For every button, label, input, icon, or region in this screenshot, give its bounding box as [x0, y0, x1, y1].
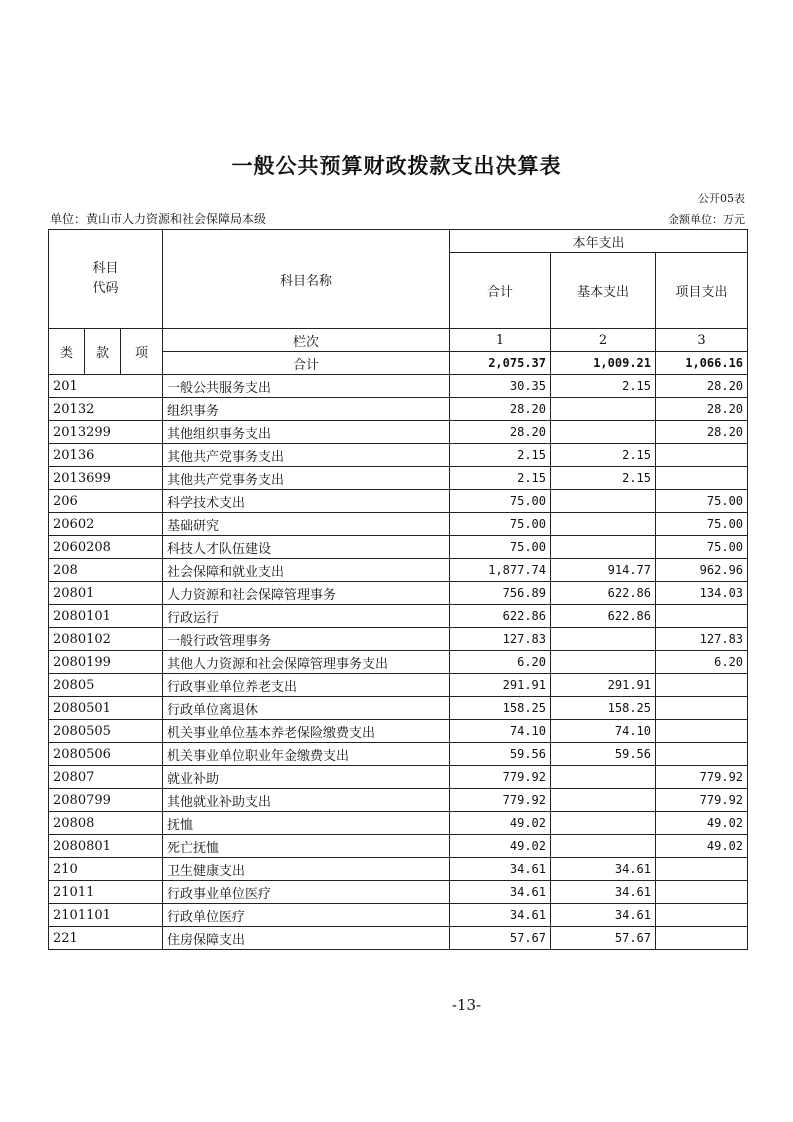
table-row — [49, 513, 748, 536]
table-row — [49, 766, 748, 789]
row-total: 75.00 — [450, 536, 551, 559]
row-total: 779.92 — [450, 789, 551, 812]
row-project — [656, 444, 748, 467]
row-project — [656, 858, 748, 881]
row-project: 134.03 — [656, 582, 748, 605]
row-name: 组织事务 — [163, 398, 450, 421]
total-basic: 1,009.21 — [551, 352, 656, 375]
row-basic: 291.91 — [551, 674, 656, 697]
row-basic: 59.56 — [551, 743, 656, 766]
row-basic — [551, 421, 656, 444]
row-code: 2080101 — [49, 605, 163, 628]
header-total: 合计 — [450, 253, 551, 329]
row-basic — [551, 789, 656, 812]
header-row-1 — [49, 230, 748, 253]
header-basic: 基本支出 — [551, 253, 656, 329]
row-basic: 622.86 — [551, 582, 656, 605]
row-total: 75.00 — [450, 513, 551, 536]
form-number: 公开05表 — [698, 192, 745, 205]
row-total: 75.00 — [450, 490, 551, 513]
row-name: 行政单位离退休 — [163, 697, 450, 720]
row-basic: 2.15 — [551, 444, 656, 467]
total-label: 合计 — [163, 352, 450, 375]
row-basic — [551, 766, 656, 789]
reporting-unit: 单位：黄山市人力资源和社会保障局本级 — [50, 212, 267, 226]
header-xiang: 项 — [121, 329, 163, 375]
row-name: 一般行政管理事务 — [163, 628, 450, 651]
row-code: 2080505 — [49, 720, 163, 743]
header-col1: 1 — [450, 329, 551, 352]
row-basic — [551, 490, 656, 513]
header-code-line1: 科目 — [92, 261, 119, 276]
row-project: 779.92 — [656, 766, 748, 789]
row-code: 2101101 — [49, 904, 163, 927]
table-row — [49, 858, 748, 881]
header-col3: 3 — [656, 329, 748, 352]
row-name: 其他就业补助支出 — [163, 789, 450, 812]
row-code: 20132 — [49, 398, 163, 421]
row-project: 49.02 — [656, 812, 748, 835]
row-name: 科学技术支出 — [163, 490, 450, 513]
row-code: 2013299 — [49, 421, 163, 444]
row-code: 221 — [49, 927, 163, 950]
row-code: 20801 — [49, 582, 163, 605]
row-basic: 34.61 — [551, 881, 656, 904]
header-code-line2: 代码 — [92, 281, 119, 296]
row-basic: 57.67 — [551, 927, 656, 950]
table-row — [49, 605, 748, 628]
row-total: 6.20 — [450, 651, 551, 674]
row-total: 2.15 — [450, 444, 551, 467]
row-name: 机关事业单位职业年金缴费支出 — [163, 743, 450, 766]
row-basic — [551, 835, 656, 858]
row-total: 756.89 — [450, 582, 551, 605]
table-row — [49, 536, 748, 559]
row-basic: 622.86 — [551, 605, 656, 628]
row-total: 30.35 — [450, 375, 551, 398]
header-col2: 2 — [551, 329, 656, 352]
row-total: 158.25 — [450, 697, 551, 720]
header-year-expense: 本年支出 — [450, 230, 748, 253]
row-code: 210 — [49, 858, 163, 881]
page-title: 一般公共预算财政拨款支出决算表 — [231, 153, 562, 178]
row-total: 34.61 — [450, 858, 551, 881]
row-code: 2080501 — [49, 697, 163, 720]
header-code-cell — [49, 230, 163, 329]
row-basic: 914.77 — [551, 559, 656, 582]
table-row — [49, 904, 748, 927]
row-name: 住房保障支出 — [163, 927, 450, 950]
row-basic: 2.15 — [551, 375, 656, 398]
row-code: 2013699 — [49, 467, 163, 490]
row-code: 206 — [49, 490, 163, 513]
table-row — [49, 651, 748, 674]
amount-unit: 金额单位：万元 — [668, 213, 745, 226]
row-basic — [551, 812, 656, 835]
row-basic: 158.25 — [551, 697, 656, 720]
row-basic — [551, 513, 656, 536]
row-project — [656, 605, 748, 628]
expense-table — [48, 229, 748, 950]
table-row — [49, 697, 748, 720]
row-total: 34.61 — [450, 904, 551, 927]
row-name: 基础研究 — [163, 513, 450, 536]
row-project: 28.20 — [656, 398, 748, 421]
row-project: 6.20 — [656, 651, 748, 674]
header-column-label: 栏次 — [163, 329, 450, 352]
row-project: 75.00 — [656, 536, 748, 559]
row-total: 1,877.74 — [450, 559, 551, 582]
row-total: 74.10 — [450, 720, 551, 743]
header-row-3 — [49, 329, 748, 352]
row-code: 2080102 — [49, 628, 163, 651]
row-name: 就业补助 — [163, 766, 450, 789]
row-project — [656, 927, 748, 950]
row-code: 20807 — [49, 766, 163, 789]
row-name: 机关事业单位基本养老保险缴费支出 — [163, 720, 450, 743]
row-name: 死亡抚恤 — [163, 835, 450, 858]
row-basic — [551, 536, 656, 559]
row-name: 行政事业单位养老支出 — [163, 674, 450, 697]
header-lei: 类 — [49, 329, 85, 375]
row-basic — [551, 651, 656, 674]
header-kuan: 款 — [85, 329, 121, 375]
row-project: 75.00 — [656, 490, 748, 513]
table-row — [49, 881, 748, 904]
row-name: 一般公共服务支出 — [163, 375, 450, 398]
row-project: 962.96 — [656, 559, 748, 582]
row-name: 其他共产党事务支出 — [163, 444, 450, 467]
row-code: 2060208 — [49, 536, 163, 559]
row-code: 21011 — [49, 881, 163, 904]
table-row — [49, 582, 748, 605]
total-project: 1,066.16 — [656, 352, 748, 375]
row-project — [656, 743, 748, 766]
table-row — [49, 467, 748, 490]
row-code: 20808 — [49, 812, 163, 835]
row-name: 其他共产党事务支出 — [163, 467, 450, 490]
row-total: 779.92 — [450, 766, 551, 789]
row-project — [656, 904, 748, 927]
row-code: 20136 — [49, 444, 163, 467]
row-project: 75.00 — [656, 513, 748, 536]
row-name: 行政事业单位医疗 — [163, 881, 450, 904]
row-basic — [551, 398, 656, 421]
row-project: 779.92 — [656, 789, 748, 812]
row-code: 2080801 — [49, 835, 163, 858]
row-project — [656, 674, 748, 697]
table-row — [49, 559, 748, 582]
row-name: 其他组织事务支出 — [163, 421, 450, 444]
row-total: 28.20 — [450, 398, 551, 421]
row-name: 社会保障和就业支出 — [163, 559, 450, 582]
row-total: 59.56 — [450, 743, 551, 766]
row-basic: 74.10 — [551, 720, 656, 743]
row-project — [656, 467, 748, 490]
table-row — [49, 628, 748, 651]
table-row — [49, 812, 748, 835]
row-code: 2080506 — [49, 743, 163, 766]
table-row — [49, 674, 748, 697]
row-total: 34.61 — [450, 881, 551, 904]
row-project — [656, 697, 748, 720]
row-project — [656, 720, 748, 743]
row-name: 行政运行 — [163, 605, 450, 628]
row-total: 49.02 — [450, 835, 551, 858]
table-row — [49, 789, 748, 812]
row-name: 人力资源和社会保障管理事务 — [163, 582, 450, 605]
page-number: -13- — [451, 996, 482, 1014]
row-total: 622.86 — [450, 605, 551, 628]
table-row — [49, 375, 748, 398]
row-total: 127.83 — [450, 628, 551, 651]
header-name: 科目名称 — [163, 230, 450, 329]
table-row — [49, 421, 748, 444]
total-total: 2,075.37 — [450, 352, 551, 375]
row-name: 科技人才队伍建设 — [163, 536, 450, 559]
row-total: 291.91 — [450, 674, 551, 697]
row-name: 行政单位医疗 — [163, 904, 450, 927]
row-basic — [551, 628, 656, 651]
table-row — [49, 720, 748, 743]
table-row — [49, 490, 748, 513]
row-code: 201 — [49, 375, 163, 398]
row-name: 其他人力资源和社会保障管理事务支出 — [163, 651, 450, 674]
row-project: 127.83 — [656, 628, 748, 651]
row-project: 28.20 — [656, 421, 748, 444]
table-row — [49, 743, 748, 766]
row-total: 49.02 — [450, 812, 551, 835]
row-code: 2080799 — [49, 789, 163, 812]
row-basic: 2.15 — [551, 467, 656, 490]
row-total: 2.15 — [450, 467, 551, 490]
row-total: 28.20 — [450, 421, 551, 444]
row-basic: 34.61 — [551, 858, 656, 881]
row-name: 卫生健康支出 — [163, 858, 450, 881]
row-code: 208 — [49, 559, 163, 582]
row-basic: 34.61 — [551, 904, 656, 927]
table-row — [49, 444, 748, 467]
row-project — [656, 881, 748, 904]
row-total: 57.67 — [450, 927, 551, 950]
row-project: 49.02 — [656, 835, 748, 858]
table-row — [49, 398, 748, 421]
row-name: 抚恤 — [163, 812, 450, 835]
table-row — [49, 927, 748, 950]
row-code: 2080199 — [49, 651, 163, 674]
table-row — [49, 835, 748, 858]
row-code: 20602 — [49, 513, 163, 536]
header-project: 项目支出 — [656, 253, 748, 329]
row-project: 28.20 — [656, 375, 748, 398]
row-code: 20805 — [49, 674, 163, 697]
